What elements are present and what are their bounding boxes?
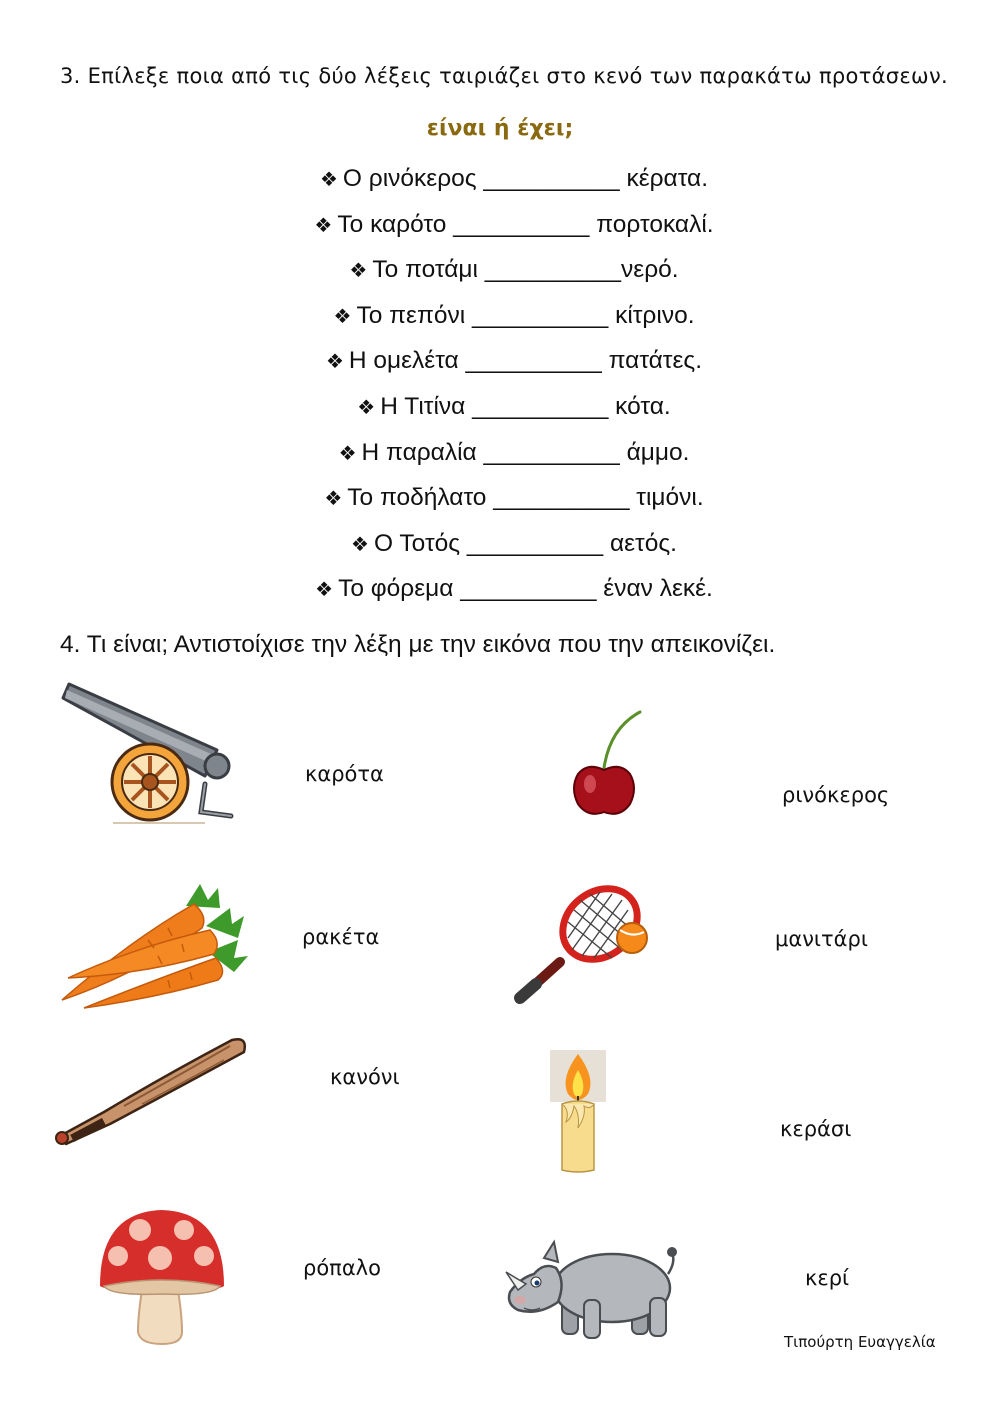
bullet-icon: ❖ bbox=[349, 258, 368, 283]
sentence-text: Το πεπόνι __________ κίτρινο. bbox=[356, 301, 695, 329]
bullet-icon: ❖ bbox=[357, 394, 376, 419]
sentence-item bbox=[0, 388, 1000, 434]
sentence-item bbox=[0, 479, 1000, 525]
mushroom-picture[interactable] bbox=[96, 1208, 228, 1348]
sentence-text: Ο Τοτός __________ αετός. bbox=[373, 529, 677, 557]
bullet-icon: ❖ bbox=[351, 531, 369, 556]
bullet-icon: ❖ bbox=[319, 167, 338, 191]
cherry-picture[interactable] bbox=[570, 708, 646, 820]
rhinoceros-picture[interactable] bbox=[500, 1238, 680, 1344]
sentence-item bbox=[0, 434, 1000, 480]
bullet-icon: ❖ bbox=[333, 303, 352, 328]
cannon-picture[interactable] bbox=[55, 680, 240, 830]
bullet-icon: ❖ bbox=[325, 349, 344, 374]
sentence-text: Το καρότο __________ πορτοκαλί. bbox=[337, 210, 714, 238]
sentence-item bbox=[0, 570, 1000, 616]
mushroom-icon bbox=[100, 1210, 224, 1344]
cherry-icon bbox=[574, 712, 640, 814]
cannon-icon bbox=[63, 684, 231, 823]
exercise-3-instruction: 3. Επίλεξε ποια από τις δύο λέξεις ταιριάζει στο κενό των παρακάτω προτάσεων. bbox=[60, 64, 948, 88]
exercise-4-instruction: 4. Τι είναι; Αντιστοίχισε την λέξη με την εικόνα που την απεικονίζει. bbox=[60, 631, 776, 658]
word-label[interactable]: καρότα bbox=[305, 762, 384, 786]
bullet-icon: ❖ bbox=[338, 440, 357, 465]
bullet-icon: ❖ bbox=[315, 577, 334, 602]
author-credit: Τιπούρτη Ευαγγελία bbox=[784, 1333, 936, 1351]
tennis-racket-picture[interactable] bbox=[512, 880, 654, 1006]
carrots-picture[interactable] bbox=[58, 882, 250, 1012]
sentence-text: Η Τιτίνα __________ κότα. bbox=[380, 392, 671, 420]
choices-subtitle: είναι ή έχει; bbox=[426, 116, 574, 141]
word-label[interactable]: κερί bbox=[805, 1266, 850, 1290]
bullet-icon: ❖ bbox=[324, 486, 343, 511]
baseball-bat-picture[interactable] bbox=[54, 1032, 250, 1148]
sentence-text: Το ποδήλατο __________ τιμόνι. bbox=[347, 484, 704, 512]
sentence-list bbox=[0, 160, 1000, 616]
sentence-text: Το ποτάμι __________νερό. bbox=[372, 256, 679, 284]
word-label[interactable]: ρόπαλο bbox=[303, 1256, 381, 1280]
word-label[interactable]: κεράσι bbox=[780, 1117, 852, 1141]
sentence-item bbox=[0, 342, 1000, 388]
rhinoceros-icon bbox=[506, 1242, 677, 1338]
word-label[interactable]: ρινόκερος bbox=[782, 783, 890, 807]
word-label[interactable]: μανιτάρι bbox=[775, 927, 868, 951]
sentence-text: Η παραλία __________ άμμο. bbox=[361, 438, 690, 466]
word-label[interactable]: ρακέτα bbox=[302, 925, 380, 949]
word-label[interactable]: κανόνι bbox=[330, 1065, 400, 1089]
tennis-racket-icon bbox=[520, 880, 651, 998]
sentence-item bbox=[0, 160, 1000, 206]
sentence-item bbox=[0, 251, 1000, 297]
sentence-item bbox=[0, 206, 1000, 252]
sentence-text: Ο ρινόκερος __________ κέρατα. bbox=[342, 165, 709, 192]
sentence-text: Η ομελέτα __________ πατάτες. bbox=[348, 347, 703, 375]
sentence-item bbox=[0, 297, 1000, 343]
sentence-item bbox=[0, 525, 1000, 571]
candle-picture[interactable] bbox=[548, 1048, 610, 1176]
sentence-text: Το φόρεμα __________ έναν λεκέ. bbox=[338, 575, 713, 603]
baseball-bat-icon bbox=[56, 1039, 245, 1144]
carrots-icon bbox=[62, 884, 248, 1008]
bullet-icon: ❖ bbox=[314, 212, 333, 237]
candle-icon bbox=[550, 1050, 606, 1172]
